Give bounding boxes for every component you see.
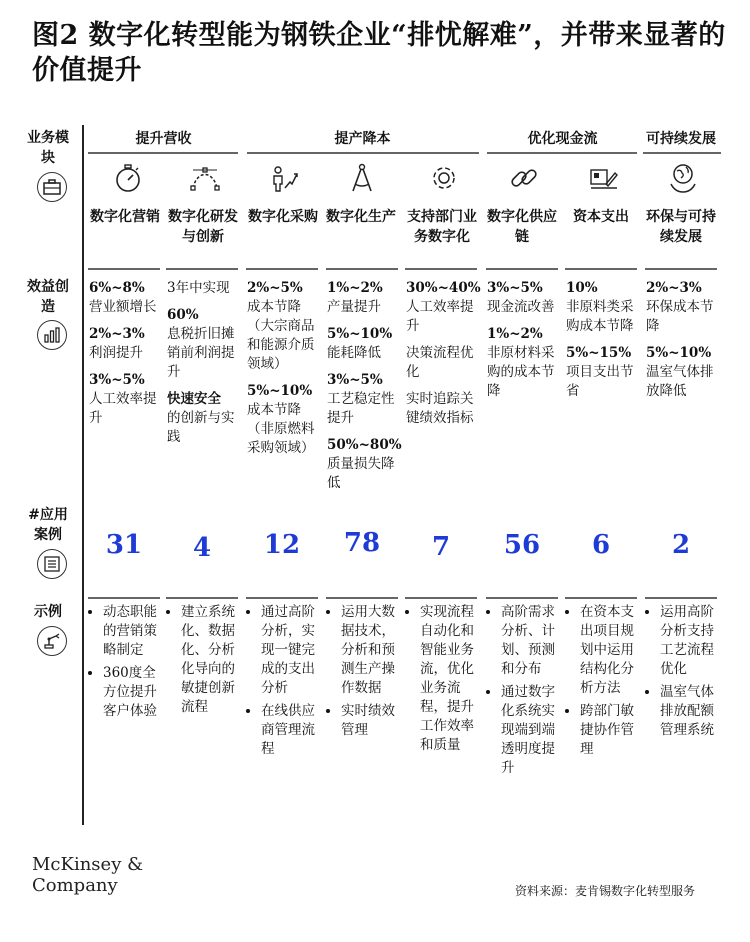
- benefit-text: 质量损失降低: [327, 456, 395, 491]
- benefit-text: 温室气体排放降低: [646, 364, 714, 399]
- benefit-value: 6%~8%: [89, 280, 145, 296]
- benefit-cell: [646, 279, 720, 409]
- benefit-item: [487, 279, 559, 317]
- benefit-text: 营业额增长: [89, 299, 157, 315]
- brand-logo-text: McKinsey & Company: [32, 854, 144, 896]
- example-cell: [327, 603, 399, 744]
- column-name: 资本支出: [573, 209, 629, 225]
- benefit-item: [247, 279, 321, 374]
- cell-divider: [88, 597, 160, 599]
- example-cell: [487, 603, 559, 782]
- benefit-text: 能耗降低: [327, 345, 381, 361]
- compass-icon: [344, 160, 380, 196]
- benefit-value: 2%~3%: [89, 326, 145, 342]
- benefit-cell: [327, 279, 402, 501]
- benefit-text: 息税折旧摊销前利润提升: [167, 326, 235, 380]
- stopwatch-icon: [110, 160, 146, 196]
- column-name: 数字化生产: [326, 209, 396, 225]
- benefit-text: 成本节降（大宗商品和能源介质领域）: [247, 299, 315, 372]
- example-cell: [406, 603, 478, 759]
- benefit-item: [89, 279, 159, 317]
- example-cell: [566, 603, 638, 763]
- robot-arm-icon: [37, 626, 67, 656]
- benefit-item: [327, 279, 399, 317]
- example-item: • 动态职能的营销策略制定: [103, 603, 161, 660]
- example-item: • 高阶需求分析、计划、预测和分布: [501, 603, 559, 679]
- cell-divider: [166, 597, 238, 599]
- cell-divider: [565, 268, 637, 270]
- growth-person-icon: [266, 160, 302, 196]
- bezier-curve-icon: [187, 160, 223, 196]
- column-name: 数字化营销: [90, 209, 160, 225]
- row-label-module: 业务模块: [27, 130, 69, 166]
- case-count: 7: [431, 532, 451, 562]
- column-name: 数字化研发与创新: [168, 209, 238, 245]
- benefit-value: 1%~2%: [327, 280, 383, 296]
- example-cell: [247, 603, 321, 763]
- benefit-text: 的创新与实践: [167, 410, 235, 445]
- column-name: 环保与可持续发展: [646, 209, 716, 245]
- column-name: 数字化采购: [248, 209, 318, 225]
- example-item: • 360度全方位提升客户体验: [103, 664, 161, 721]
- example-item: • 在线供应商管理流程: [261, 702, 321, 759]
- benefit-value: 快速安全: [167, 391, 221, 407]
- benefit-value: 2%~3%: [646, 280, 702, 296]
- example-item: • 跨部门敏捷协作管理: [580, 702, 638, 759]
- benefit-text: 利润提升: [89, 345, 143, 361]
- benefit-value: 50%~80%: [327, 437, 402, 453]
- benefit-cell: [247, 279, 321, 466]
- example-item: • 在资本支出项目规划中运用结构化分析方法: [580, 603, 638, 698]
- benefit-text: 现金流改善: [487, 299, 555, 315]
- benefit-item: [167, 279, 239, 298]
- example-cell: [646, 603, 720, 744]
- row-label-benefit: 效益创造: [27, 279, 69, 315]
- cell-divider: [88, 268, 160, 270]
- example-item: • 温室气体排放配额管理系统: [660, 683, 720, 740]
- example-item: • 通过高阶分析，实现一键完成的支出分析: [261, 603, 321, 698]
- benefit-cell: [89, 279, 159, 436]
- benefit-text: 工艺稳定性提升: [327, 391, 395, 426]
- case-count: 6: [591, 530, 611, 560]
- cell-divider: [565, 597, 637, 599]
- benefit-text: 实时追踪关键绩效指标: [406, 391, 474, 426]
- benefit-value: 3%~5%: [487, 280, 543, 296]
- group-revenue: 提升营收: [135, 131, 192, 147]
- example-cell: [89, 603, 161, 725]
- cell-divider: [326, 597, 398, 599]
- gear-icon: [426, 160, 462, 196]
- benefit-value: 3%~5%: [327, 372, 383, 388]
- benefit-item: [646, 344, 720, 401]
- benefit-value: 60%: [167, 307, 199, 323]
- benefit-item: [327, 325, 399, 363]
- column-name: 数字化供应链: [487, 209, 557, 245]
- example-item: • 运用高阶分析支持工艺流程优化: [660, 603, 720, 679]
- benefit-text: 人工效率提升: [89, 391, 157, 426]
- benefit-value: 5%~10%: [327, 326, 393, 342]
- cell-divider: [246, 268, 318, 270]
- briefcase-icon: [37, 172, 67, 202]
- benefit-text: 环保成本节降: [646, 299, 714, 334]
- cell-divider: [486, 268, 558, 270]
- group-sustain-line: [643, 152, 721, 154]
- benefit-text: 项目支出节省: [566, 364, 634, 399]
- benefit-text: 非原材料采购的成本节降: [487, 345, 555, 399]
- cell-divider: [166, 268, 238, 270]
- benefit-value: 2%~5%: [247, 280, 303, 296]
- group-cost-line: [247, 152, 479, 154]
- benefit-item: [327, 371, 399, 428]
- benefit-item: [646, 279, 720, 336]
- row-divider: [82, 125, 84, 825]
- benefit-item: [167, 306, 239, 382]
- case-count: 4: [192, 533, 212, 563]
- benefit-value: 10%: [566, 280, 598, 296]
- globe-hands-icon: [665, 160, 701, 196]
- example-cell: [167, 603, 241, 721]
- bar-chart-icon: [37, 320, 67, 350]
- benefit-item: [247, 382, 321, 458]
- example-item: • 运用大数据技术，分析和预测生产操作数据: [341, 603, 399, 698]
- benefit-item: [566, 344, 638, 401]
- benefit-item: [406, 390, 478, 428]
- benefit-item: [167, 390, 239, 447]
- benefit-value: 5%~15%: [566, 345, 632, 361]
- benefit-text: 产量提升: [327, 299, 381, 315]
- example-item: • 实时绩效管理: [341, 702, 399, 740]
- group-cashflow: 优化现金流: [527, 131, 598, 147]
- benefit-item: [406, 344, 478, 382]
- benefit-text: 3年中实现: [167, 280, 230, 296]
- group-cost: 提产降本: [334, 131, 391, 147]
- page-title: 图2 数字化转型能为钢铁企业“排忧解难”，并带来显著的价值提升: [32, 20, 726, 86]
- cell-divider: [246, 597, 318, 599]
- case-count: 56: [503, 530, 541, 560]
- example-item: • 建立系统化、数据化、分析化导向的敏捷创新流程: [181, 603, 241, 717]
- benefit-text: 人工效率提升: [406, 299, 474, 334]
- benefit-value: 30%~40%: [406, 280, 481, 296]
- benefit-item: [406, 279, 481, 336]
- benefit-text: 非原料类采购成本节降: [566, 299, 634, 334]
- benefit-value: 5%~10%: [247, 383, 313, 399]
- benefit-item: [327, 436, 402, 493]
- benefit-value: 5%~10%: [646, 345, 712, 361]
- benefit-item: [89, 325, 159, 363]
- benefit-cell: [566, 279, 638, 409]
- example-item: • 通过数字化系统实现端到端透明度提升: [501, 683, 559, 778]
- example-item: • 实现流程自动化和智能业务流，优化业务流程，提升工作效率和质量: [420, 603, 478, 755]
- cell-divider: [645, 597, 717, 599]
- cell-divider: [326, 268, 398, 270]
- cell-divider: [486, 597, 558, 599]
- report-edit-icon: [586, 160, 622, 196]
- benefit-item: [566, 279, 638, 336]
- cell-divider: [405, 268, 477, 270]
- benefit-cell: [406, 279, 481, 436]
- benefit-item: [487, 325, 559, 401]
- source-note: 资料来源：麦肯锡数字化转型服务: [515, 884, 696, 898]
- group-revenue-line: [88, 152, 238, 154]
- column-name: 支持部门业务数字化: [407, 209, 477, 245]
- row-label-cases: #应用案例: [28, 507, 68, 543]
- case-count: 78: [343, 528, 381, 558]
- chain-link-icon: [506, 160, 542, 196]
- benefit-cell: [167, 279, 239, 455]
- benefit-text: 成本节降（非原燃料采购领域）: [247, 402, 315, 456]
- benefit-text: 决策流程优化: [406, 345, 474, 380]
- group-cashflow-line: [487, 152, 637, 154]
- benefit-value: 3%~5%: [89, 372, 145, 388]
- benefit-cell: [487, 279, 559, 409]
- checklist-icon: [37, 549, 67, 579]
- case-count: 2: [671, 530, 691, 560]
- benefit-value: 1%~2%: [487, 326, 543, 342]
- case-count: 12: [263, 530, 301, 560]
- benefit-item: [89, 371, 159, 428]
- cell-divider: [645, 268, 717, 270]
- case-count: 31: [105, 530, 143, 560]
- cell-divider: [405, 597, 477, 599]
- row-label-examples: 示例: [34, 604, 62, 620]
- group-sustain: 可持续发展: [646, 131, 716, 147]
